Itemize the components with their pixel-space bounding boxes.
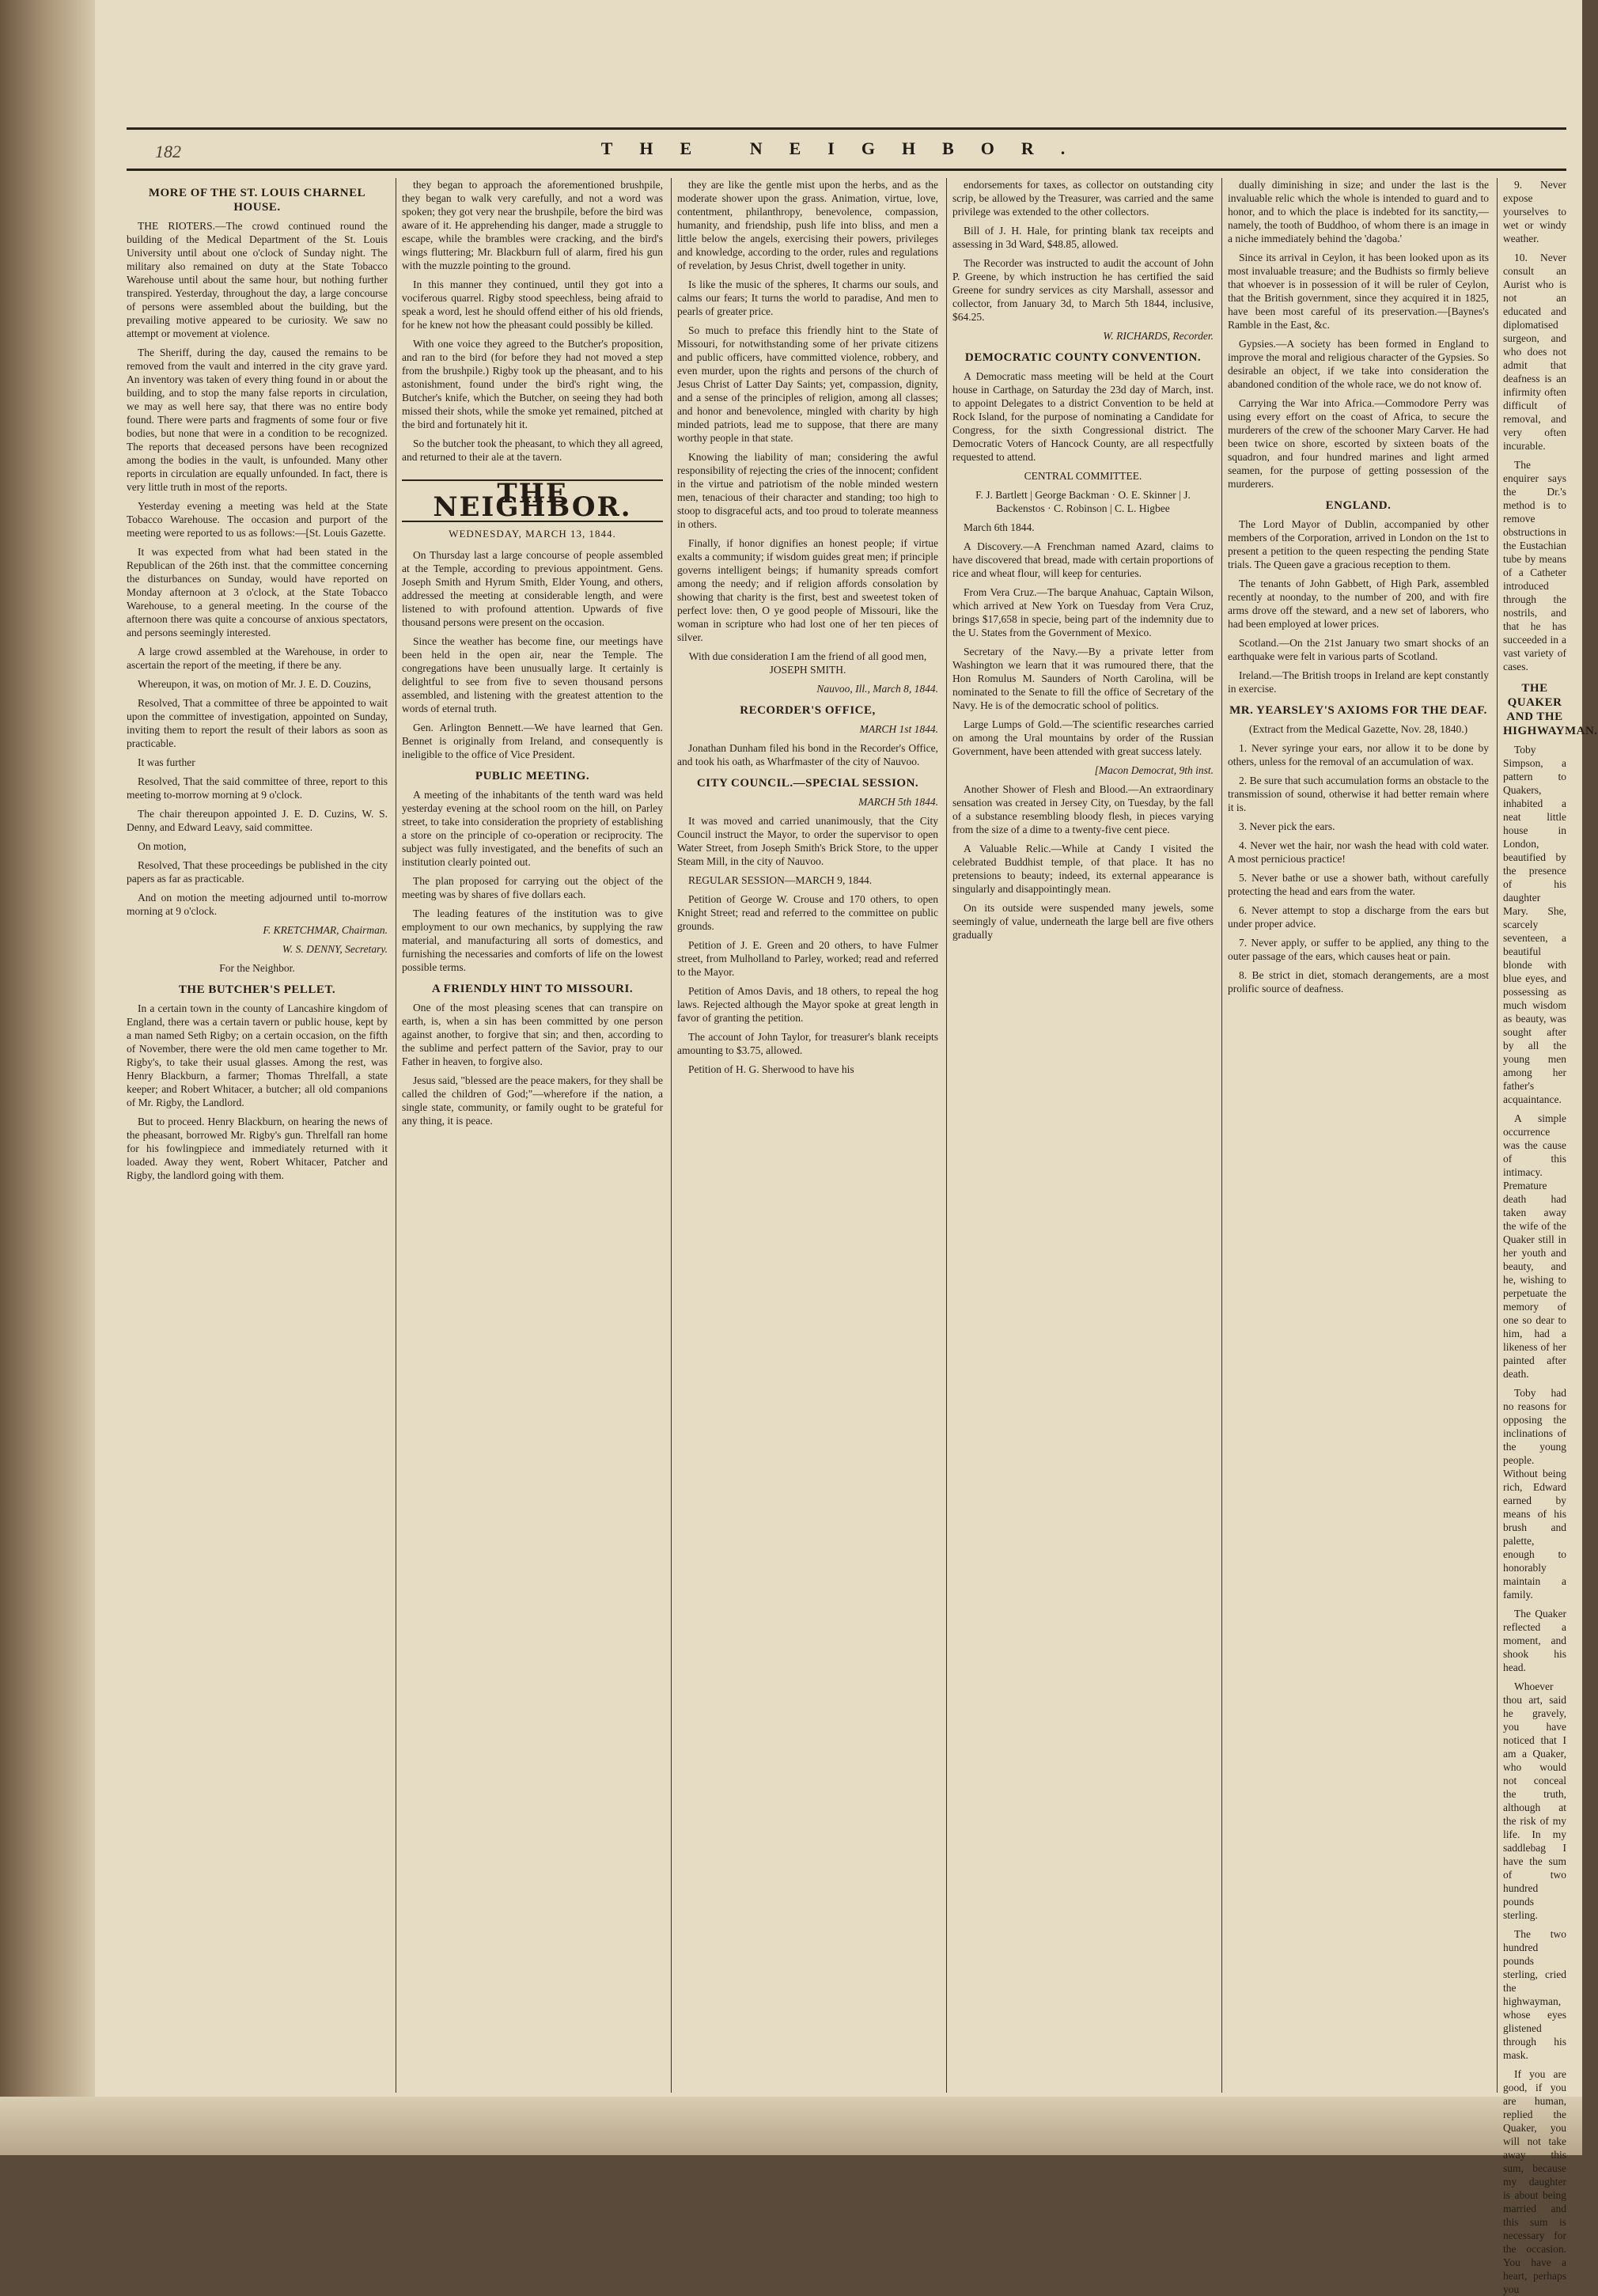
article-paragraph: So much to preface this friendly hint to the State of Missouri, for notwithstanding some of her private citizens and public officers, have committed violence, robbery, and even murder, upon the rights and persons of the church of Jesus Christ of Latter Day Saints; yet, compassion, dignity, and a sense of the principles of religion, among all classes; and honor and benevolence, mingled with charity by high minded patriots, lead me to suppose, that there are many worthy people in that state. <box>677 324 938 444</box>
article-paragraph: A Valuable Relic.—While at Candy I visited the celebrated Buddhist temple, of that place. It has no pretensions to beauty; indeed, its external appearance is singularly and disappointingly mean. <box>952 843 1214 895</box>
article-paragraph: Whoever thou art, said he gravely, you have noticed that I am a Quaker, who would not conceal the truth, although at the risk of my life. In my saddlebag I have the sum of two hundred pounds sterling. <box>1503 1680 1566 1921</box>
newspaper-sheet <box>127 75 1598 2295</box>
signature-line: Nauvoo, Ill., March 8, 1844. <box>816 683 938 695</box>
article-paragraph: Ireland.—The British troops in Ireland are kept constantly in exercise. <box>1228 669 1489 695</box>
article-paragraph: Petition of H. G. Sherwood to have his <box>688 1063 854 1075</box>
article-paragraph: So the butcher took the pheasant, to which they all agreed, and returned to their ale at the tavern. <box>402 438 663 463</box>
article-paragraph: A meeting of the inhabitants of the tenth ward was held yesterday evening at the school room on the hill, on Parley street, to take into consideration the propriety of establishing a store on the principle of co-operation or reciprocity. The subject was fully investigated, and the benefits of such an institution clearly pointed out. <box>402 789 663 868</box>
article-paragraph: A simple occurrence was the cause of this intimacy. Premature death had taken away the wife of the Quaker still in her youth and beauty, and he, wishing to perpetuate the memory of one so dear to him, had a likeness of her painted after death. <box>1503 1112 1566 1380</box>
signature-line: MARCH 1st 1844. <box>859 723 938 735</box>
article-paragraph: The Sheriff, during the day, caused the remains to be removed from the vault and interred in the city grave yard. An inventory was taken of every thing found in or about the building, and to stop the many false reports in circulation, we may as well here say, that there was no entire body found. There were parts and fragments of some four or five bodies, but none that were in a condition to be recognized. The reports that deceased persons have been recognized among the bodies in the vault, is unfounded. Many other reports in circulation are equally unfounded. In fact, there is very little truth in most of the reports. <box>127 347 388 493</box>
article-paragraph: 7. Never apply, or suffer to be applied, any thing to the outer passage of the ears, which causes heat or pain. <box>1228 937 1489 962</box>
article-paragraph: Since its arrival in Ceylon, it has been looked upon as its most invaluable treasure; and the Budhists so firmly believe that whoever is in possession of it will be ruler of Ceylon, that the British government, since they acquired it in 1825, have been most careful of its preservation.—[Baynes's Ramble in the East, &c. <box>1228 252 1489 331</box>
article-paragraph: And on motion the meeting adjourned until to-morrow morning at 9 o'clock. <box>127 892 388 917</box>
signature-line: MARCH 5th 1844. <box>858 796 938 808</box>
article-headline: MR. YEARSLEY'S AXIOMS FOR THE DEAF. <box>1229 704 1487 717</box>
article-headline: MORE OF THE ST. LOUIS CHARNEL HOUSE. <box>148 187 366 214</box>
column-divider <box>946 178 947 2093</box>
article-paragraph: they are like the gentle mist upon the herbs, and as the moderate shower upon the grass. Animation, virtue, love, contentment, philanthropy, benevolence, compassion, humanity, and friendship, push life into bliss, and men a little below the angels, exercising their powers, privileges and knowledge, according to the order, rules and regulations of revelation, by Jesus Christ, dwell together in unity. <box>677 179 938 271</box>
article-paragraph: 4. Never wet the hair, nor wash the head with cold water. A most pernicious practice! <box>1228 839 1489 865</box>
article-paragraph: Resolved, That a committee of three be appointed to wait upon the committee of investigation, appointed on Sunday, inviting them to report the result of their labors as soon as practicable. <box>127 697 388 749</box>
article-paragraph: 2. Be sure that such accumulation forms an obstacle to the transmission of sound, otherwise it had better remain where it is. <box>1228 775 1489 813</box>
article-paragraph: 1. Never syringe your ears, nor allow it to be done by others, unless for the removal of an accumulation of wax. <box>1228 742 1489 767</box>
article-paragraph: REGULAR SESSION—MARCH 9, 1844. <box>688 874 873 886</box>
article-paragraph: From Vera Cruz.—The barque Anahuac, Captain Wilson, which arrived at New York on Tuesday from Vera Cruz, brings $17,658 in specie, being part of the indemnity due to the U. States from the Government of Mexico. <box>952 586 1214 638</box>
article-paragraph: Since the weather has become fine, our meetings have been held in the open air, near the Temple. The congregations have been unusually large. It certainly is delightful to see from five to seven thousand persons assembled, and listening with the greatest attention to the words of eternal truth. <box>402 635 663 714</box>
article-paragraph: If you are good, if you are human, replied the Quaker, you will not take away this sum, because my daughter is about being married and this sum is necessary for the occasion. You have a heart, perhaps you <box>1503 2068 1566 2295</box>
article-paragraph: 3. Never pick the ears. <box>1239 820 1335 832</box>
issue-dateline: WEDNESDAY, MARCH 13, 1844. <box>449 528 616 540</box>
article-paragraph: Knowing the liability of man; considering the awful responsibility of rejecting the cries of the innocent; confident in the virtue and patriotism of the noble minded western men, tenacious of their character and standing; too high to stoop to disgraceful acts, and too proud to tolerate meanness in others. <box>677 451 938 530</box>
article-paragraph: Jesus said, "blessed are the peace makers, for they shall be called the children of God;"—wherefore if the nation, a single state, community, or family ought to be grateful for any thing, it is peace. <box>402 1074 663 1127</box>
masthead-title: THE NEIGHBOR. <box>600 138 1092 158</box>
article-paragraph: Secretary of the Navy.—By a private letter from Washington we learn that it was rumoured there, that the Hon Romulus M. Saunders of North Carolina, will be nominated to the Senate to fill the office of Secretary of the Navy. He is of the democratic school of politics. <box>952 646 1214 711</box>
column-2 <box>402 178 663 2093</box>
centered-line: With due consideration I am the friend of all good men, JOSEPH SMITH. <box>688 650 927 676</box>
article-paragraph: Resolved, That the said committee of three, report to this meeting to-morrow morning at 9 o'clock. <box>127 775 388 801</box>
article-paragraph: It was moved and carried unanimously, that the City Council instruct the Mayor, to order the supervisor to open Water Street, from Joseph Smith's Brick Store, to the upper Steam Mill, in the city of Nauvoo. <box>677 815 938 867</box>
signature-line: F. KRETCHMAR, Chairman. <box>263 924 388 936</box>
column-divider <box>1497 178 1498 2093</box>
article-paragraph: The Quaker reflected a moment, and shook his head. <box>1503 1608 1566 1673</box>
article-paragraph: The plan proposed for carrying out the object of the meeting was by shares of five dollars each. <box>402 875 663 900</box>
committee-list: F. J. Bartlett | George Backman · O. E. Skinner | J. Backenstos · C. Robinson | C. L. Higbee <box>975 489 1191 514</box>
article-paragraph: Whereupon, it was, on motion of Mr. J. E. D. Couzins, <box>138 678 372 690</box>
article-paragraph: Another Shower of Flesh and Blood.—An extraordinary sensation was created in Jersey City, on Tuesday, by the fall of a substance resembling bloody flesh, in pieces varying from the size of a dime to a twenty-five cent piece. <box>952 783 1214 835</box>
centered-line: CENTRAL COMMITTEE. <box>1024 470 1142 482</box>
article-headline: CITY COUNCIL.—SPECIAL SESSION. <box>696 777 919 790</box>
article-paragraph: Finally, if honor dignifies an honest people; if virtue exalts a community; if wisdom guides great men; if principle governs intelligent beings; if humanity spreads comfort among the needy; and if religion affords consolation by showing that charity is the first, best and sweetest token of perfect love: then, O ye good people of Missouri, like the woman in scripture who had lost one of her ten pieces of silver. <box>677 537 938 643</box>
article-paragraph: Toby Simpson, a pattern to Quakers, inhabited a neat little house in London, beautified by the presence of his daughter Mary. She, scarcely seventeen, a beautiful blonde with blue eyes, and possessing as much wisdom as beauty, was sought after by all the young men among her father's acquaintance. <box>1503 744 1566 1105</box>
article-headline: THE BUTCHER'S PELLET. <box>178 983 336 996</box>
article-paragraph: 5. Never bathe or use a shower bath, without carefully protecting the head and ears from the water. <box>1228 872 1489 897</box>
article-headline: ENGLAND. <box>1325 499 1392 512</box>
page-number: 182 <box>155 142 181 161</box>
article-paragraph: Bill of J. H. Hale, for printing blank tax receipts and assessing in 3d Ward, $48.85, allowed. <box>952 225 1214 250</box>
article-paragraph: 6. Never attempt to stop a discharge from the ears but under proper advice. <box>1228 904 1489 930</box>
article-paragraph: A large crowd assembled at the Warehouse, in order to ascertain the report of the meeting, if there be any. <box>127 646 388 671</box>
centered-line: (Extract from the Medical Gazette, Nov. 28, 1840.) <box>1248 723 1468 735</box>
article-headline: DEMOCRATIC COUNTY CONVENTION. <box>964 351 1202 364</box>
editorial-nameplate: THE NEIGHBOR. <box>402 479 663 522</box>
article-paragraph: The account of John Taylor, for treasurer's blank receipts amounting to $3.75, allowed. <box>677 1031 938 1056</box>
article-paragraph: The two hundred pounds sterling, cried the highwayman, whose eyes glistened through his mask. <box>1503 1928 1566 2061</box>
article-paragraph: The chair thereupon appointed J. E. D. Cuzins, W. S. Denny, and Edward Leavy, said committee. <box>127 808 388 833</box>
article-headline: RECORDER'S OFFICE, <box>740 704 876 717</box>
article-paragraph: Petition of George W. Crouse and 170 others, to open Knight Street; read and referred to the committee on public grounds. <box>677 893 938 932</box>
article-paragraph: On Thursday last a large concourse of people assembled at the Temple, according to previous appointment. Gens. Joseph Smith and Hyrum Smith, Elder Young, and others, addressed the meeting at considerable length, and were listened to with profound attention. Upwards of five thousand persons were present on the occasion. <box>402 549 663 628</box>
article-paragraph: The enquirer says the Dr.'s method is to remove obstructions in the Eustachian tube by means of a Catheter introduced through the nostrils, and that he has succeeded in a vast variety of cases. <box>1503 459 1566 673</box>
signature-line: W. RICHARDS, Recorder. <box>1103 330 1214 342</box>
page-bottom-edge <box>0 2097 1582 2155</box>
article-paragraph: 8. Be strict in diet, stomach derangements, are a most prolific source of deafness. <box>1228 969 1489 995</box>
article-paragraph: Is like the music of the spheres, It charms our souls, and calms our fears; It turns the world to paradise, And men to pearls of greater price. <box>677 278 938 317</box>
article-headline: A FRIENDLY HINT TO MISSOURI. <box>431 983 634 995</box>
column-5 <box>1228 178 1489 2093</box>
article-paragraph: The tenants of John Gabbett, of High Park, assembled recently at noonday, to the number of 200, and with fire arms drove off the steward, and a new set of laborers, who had been employed at lower prices. <box>1228 578 1489 630</box>
masthead-top-rule <box>127 127 1566 130</box>
article-paragraph: endorsements for taxes, as collector on outstanding city scrip, be allowed by the Treasurer, was carried and the same privilege was extended to the other collectors. <box>952 179 1214 218</box>
article-paragraph: Large Lumps of Gold.—The scientific researches carried on among the Ural mountains by order of the Russian Government, have been attended with great success lately. <box>952 718 1214 757</box>
article-paragraph: 9. Never expose yourselves to wet or windy weather. <box>1503 179 1566 244</box>
article-paragraph: On its outside were suspended many jewels, some seemingly of value, underneath the large bell are five others gradually <box>952 902 1214 941</box>
article-headline: THE QUAKER AND THE HIGHWAYMAN. <box>1503 682 1598 737</box>
book-binding <box>0 0 95 2155</box>
article-paragraph: The Recorder was instructed to audit the account of John P. Greene, by which instruction he has certified the said Greene for sundry services as city Marshall, assessor and collector, from January 3d, to March 5th 1844, inclusive, $64.25. <box>952 257 1214 323</box>
article-paragraph: The Lord Mayor of Dublin, accompanied by other members of the Corporation, arrived in London on the 1st to present a petition to the queen respecting the pending State trials. The Queen gave a gracious reception to them. <box>1228 518 1489 570</box>
masthead-bottom-rule <box>127 169 1566 171</box>
article-headline: PUBLIC MEETING. <box>475 770 590 782</box>
article-paragraph: A Discovery.—A Frenchman named Azard, claims to have discovered that bread, made with certain proportions of rice and wheat flour, will keep for centuries. <box>952 540 1214 579</box>
article-paragraph: dually diminishing in size; and under the last is the invaluable relic which the whole is intended to guard and to honor, and to which the place is indebted for its sanctity,—namely, the tooth of Buddhoo, of whom there is an image in a niche immediately behind the 'dagoba.' <box>1228 179 1489 244</box>
article-paragraph: In a certain town in the county of Lancashire kingdom of England, there was a certain tavern or public house, kept by a man named Seth Rigby; on a certain occasion, on the fifth of November, there were the old men came together to Mr. Rigby's, to take their usual glasses. Among the rest, was Henry Blackburn, a farmer; Thomas Threlfall, a state keeper; and Robert Whitacer, a butcher; all old companions of Mr. Rigby, the Landlord. <box>127 1002 388 1108</box>
column-4 <box>952 178 1214 2093</box>
column-divider <box>1221 178 1222 2093</box>
signature-line: [Macon Democrat, 9th inst. <box>1094 764 1214 776</box>
article-paragraph: Scotland.—On the 21st January two smart shocks of an earthquake were felt in various parts of Scotland. <box>1228 637 1489 662</box>
article-paragraph: they began to approach the aforementioned brushpile, they began to walk very carefully, and not a word was spoken; they got very near the brushpile, before the bird was aware of it. He apprehending his danger, made a struggle to escape, while the brambles were cracking, and the bird's wings fluttering; Mr. Blackburn full of alarm, fired his gun with the muzzle pointing to the ground. <box>402 179 663 271</box>
article-paragraph: But to proceed. Henry Blackburn, on hearing the news of the pheasant, borrowed Mr. Rigby's gun. Threlfall ran home for his fowlingpiece and immediately returned with it loaded. Away they went, Robert Whitacer, Patcher and Rigby, the landlord going with them. <box>127 1116 388 1181</box>
article-paragraph: Yesterday evening a meeting was held at the State Tobacco Warehouse. The occasion and purport of the meeting were reported to us as follows:—[St. Louis Gazette. <box>127 500 388 539</box>
article-paragraph: It was further <box>138 756 195 768</box>
column-divider <box>671 178 672 2093</box>
article-paragraph: 10. Never consult an Aurist who is not an educated and diplomatised surgeon, and who does not admit that deafness is an infirmity often difficult of removal, and very often incurable. <box>1503 252 1566 452</box>
column-3 <box>677 178 938 2093</box>
article-paragraph: THE RIOTERS.—The crowd continued round the building of the Medical Department of the St. Louis University until about one o'clock of Sunday night. The military also remained on duty at the State Tobacco Warehouse until about the same hour, but nothing further transpired. Yesterday, throughout the day, a large concourse of persons were assembled about the building, but the prevailing motive appeared to be curiosity. We saw no attempt or movement at violence. <box>127 220 388 339</box>
article-paragraph: One of the most pleasing scenes that can transpire on earth, is, when a sin has been committed by one person against another, to forgive that sin; and then, according to the sublime and perfect pattern of the Savior, pray to our Father in heaven, to forgive also. <box>402 1002 663 1067</box>
article-paragraph: With one voice they agreed to the Butcher's proposition, and ran to the bird (for before they had not moved a step from the brushpile.) Rigby took up the pheasant, and to his astonishment, found under the bird's right wing, the Butcher's knife, which the Butcher, on seeing they had both missed their shots, while the smoke yet remained, pitched at the bird and fortunately hit it. <box>402 338 663 430</box>
article-paragraph: It was expected from what had been stated in the Republican of the 26th inst. that the committee concerning the disturbances on Sunday, would have reported on Monday afternoon at 3 o'clock, at the State Tobacco Warehouse, to a general meeting. In the course of the afternoon there was quite a concourse of anxious spectators, and persons seemingly interested. <box>127 546 388 638</box>
article-paragraph: The leading features of the institution was to give employment to our own mechanics, by supplying the raw material, and manufacturing all sorts of domestics, and furnishing the necessaries and comforts of life on the lowest possible terms. <box>402 907 663 973</box>
article-paragraph: Petition of J. E. Green and 20 others, to have Fulmer street, from Mulholland to Parley, worked; read and referred to the Mayor. <box>677 939 938 978</box>
article-paragraph: Toby had no reasons for opposing the inclinations of the young people. Without being rich, Edward earned by means of his brush and palette, enough to honorably maintain a family. <box>1503 1387 1566 1601</box>
article-paragraph: Resolved, That these proceedings be published in the city papers as far as practicable. <box>127 859 388 885</box>
article-paragraph: Petition of Amos Davis, and 18 others, to repeal the hog laws. Rejected although the Mayor spoke at great length in favor of granting the petition. <box>677 985 938 1024</box>
article-paragraph: Carrying the War into Africa.—Commodore Perry was using every effort on the coast of Africa, to secure the murderers of the crew of the schooner Mary Carver. He had been twice on shore, escorted by sixteen boats of the squadron, and four hundred marines and light armed seamen, for the purpose of getting possession of the murderers. <box>1228 397 1489 490</box>
article-paragraph: On motion, <box>138 840 187 852</box>
signature-line: W. S. DENNY, Secretary. <box>282 943 388 955</box>
article-paragraph: Gypsies.—A society has been formed in England to improve the moral and religious character of the Gypsies. So desirable an object, if we take into consideration the abandoned condition of the whole race, we do not know of. <box>1228 338 1489 390</box>
article-paragraph: A Democratic mass meeting will be held at the Court house in Carthage, on Saturday the 23d day of March, inst. to appoint Delegates to a district Convention to be held at Rock Island, for the purpose of nominating a Candidate for Congress, for the sixth Congressional district. The Democratic Voters of Hancock County, are all respectfully requested to attend. <box>952 370 1214 463</box>
article-paragraph: Jonathan Dunham filed his bond in the Recorder's Office, and took his oath, as Wharfmaster of the city of Nauvoo. <box>677 742 938 767</box>
column-1 <box>127 178 388 2093</box>
article-paragraph: In this manner they continued, until they got into a vociferous quarrel. Rigby stood speechless, being afraid to speak a word, lest he should offend either of his old friends, for he knew not how the pheasant could possibly be killed. <box>402 278 663 331</box>
article-paragraph: March 6th 1844. <box>964 521 1035 533</box>
column-6 <box>1503 178 1598 2295</box>
article-paragraph: Gen. Arlington Bennett.—We have learned that Gen. Bennet is originally from Ireland, and consequently is ineligible to the office of Vice President. <box>402 722 663 760</box>
centered-line: For the Neighbor. <box>219 962 295 974</box>
